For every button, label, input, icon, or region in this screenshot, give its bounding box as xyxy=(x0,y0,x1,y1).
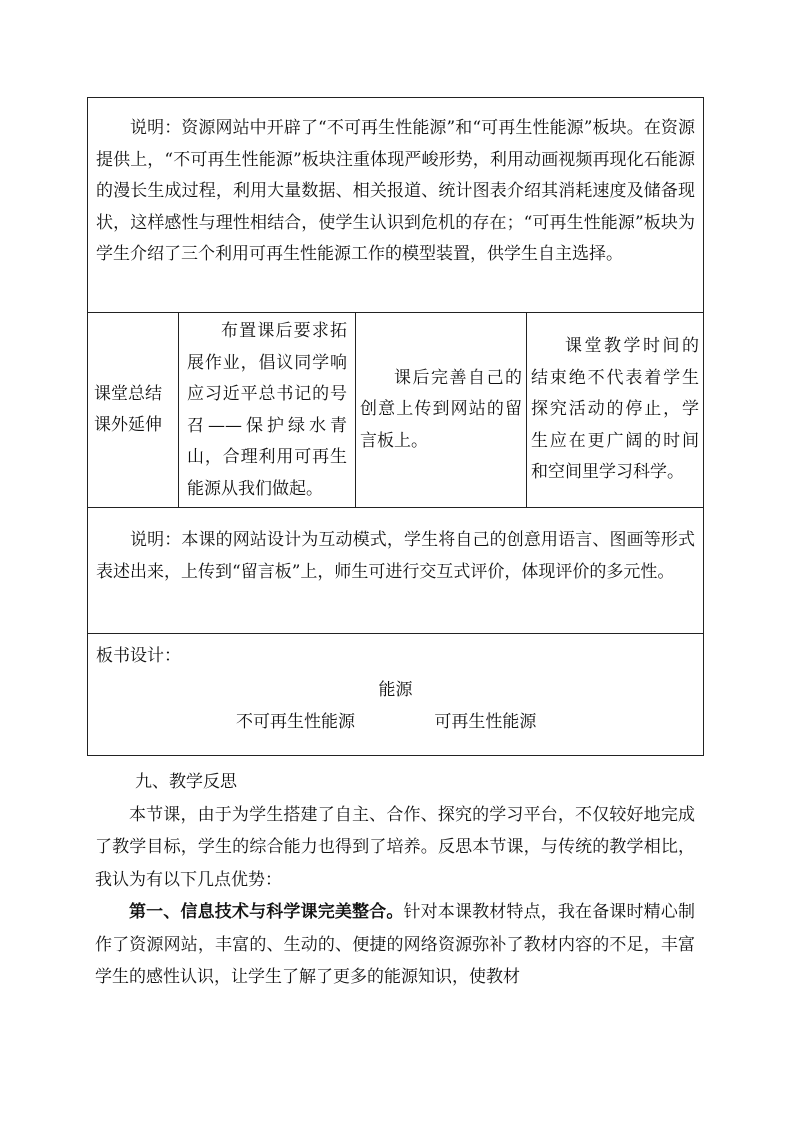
reflection-section xyxy=(87,767,703,994)
note-row-1 xyxy=(88,98,704,313)
reflection-paragraph-2 xyxy=(87,896,703,994)
note-text-2: 说明：本课的网站设计为互动模式，学生将自己的创意用语言、图画等形式表述出来，上传到“留言板”上，师生可进行交互式评价，体现评价的多元性。 xyxy=(96,530,696,582)
board-bottom-line xyxy=(88,708,703,736)
teacher-activity-cell xyxy=(179,313,356,508)
student-activity-text: 课后完善自己的创意上传到网站的留言板上。 xyxy=(360,367,522,451)
reflection-paragraph-2-bold: 第一、信息技术与科学课完美整合。 xyxy=(129,902,404,922)
note-row-2 xyxy=(88,508,704,634)
note-cell-1 xyxy=(88,98,704,313)
reflection-heading: 九、教学反思 xyxy=(135,772,237,792)
board-design-row xyxy=(88,634,704,756)
note-text-1: 说明：资源网站中开辟了“不可再生性能源”和“可再生性能源”板块。在资源提供上，“不可再生性能源”板块注重体现严峻形势，利用动画视频再现化石能源的漫长生成过程，利用大量数据、相关报道、统计图表介绍其消耗速度及储备现状，这样感性与理性相结合，使学生认识到危机的存在；“可再生性能源”板块为学生介绍了三个利用可再生性能源工作的模型装置，供学生自主选择。 xyxy=(96,118,696,264)
board-center-text: 能源 xyxy=(378,680,413,700)
note-cell-2 xyxy=(88,508,704,634)
teacher-activity-text: 布置课后要求拓展作业，倡议同学响应习近平总书记的号召——保护绿水青山，合理利用可再生能源从我们做起。 xyxy=(187,321,347,499)
stage-label-1: 课堂总结 xyxy=(94,383,162,404)
board-right-text: 可再生性能源 xyxy=(434,712,537,732)
board-left-text: 不可再生性能源 xyxy=(236,712,355,732)
student-activity-cell xyxy=(356,313,527,508)
design-intent-cell xyxy=(527,313,704,508)
reflection-paragraph-1: 本节课，由于为学生搭建了自主、合作、探究的学习平台，不仅较好地完成了教学目标，学生的综合能力也得到了培养。反思本节课，与传统的教学相比，我认为有以下几点优势： xyxy=(95,804,695,890)
stage-label-cell xyxy=(88,313,179,508)
board-design-title: 板书设计： xyxy=(96,646,181,666)
stage-row xyxy=(88,313,704,508)
design-intent-text: 课堂教学时间的结束绝不代表着学生探究活动的停止，学生应在更广阔的时间和空间里学习科学。 xyxy=(531,336,700,483)
stage-label-2: 课外延伸 xyxy=(94,415,162,435)
board-design-cell xyxy=(88,634,704,756)
reflection-paragraph-2-rest: 针对本课教材特点，我在备课时精心制作了资源网站，丰富的、生动的、便捷的网络资源弥补了教材内容的不足，丰富学生的感性认识，让学生了解了更多的能源知识，使教材 xyxy=(95,902,695,987)
lesson-plan-table xyxy=(87,97,704,756)
